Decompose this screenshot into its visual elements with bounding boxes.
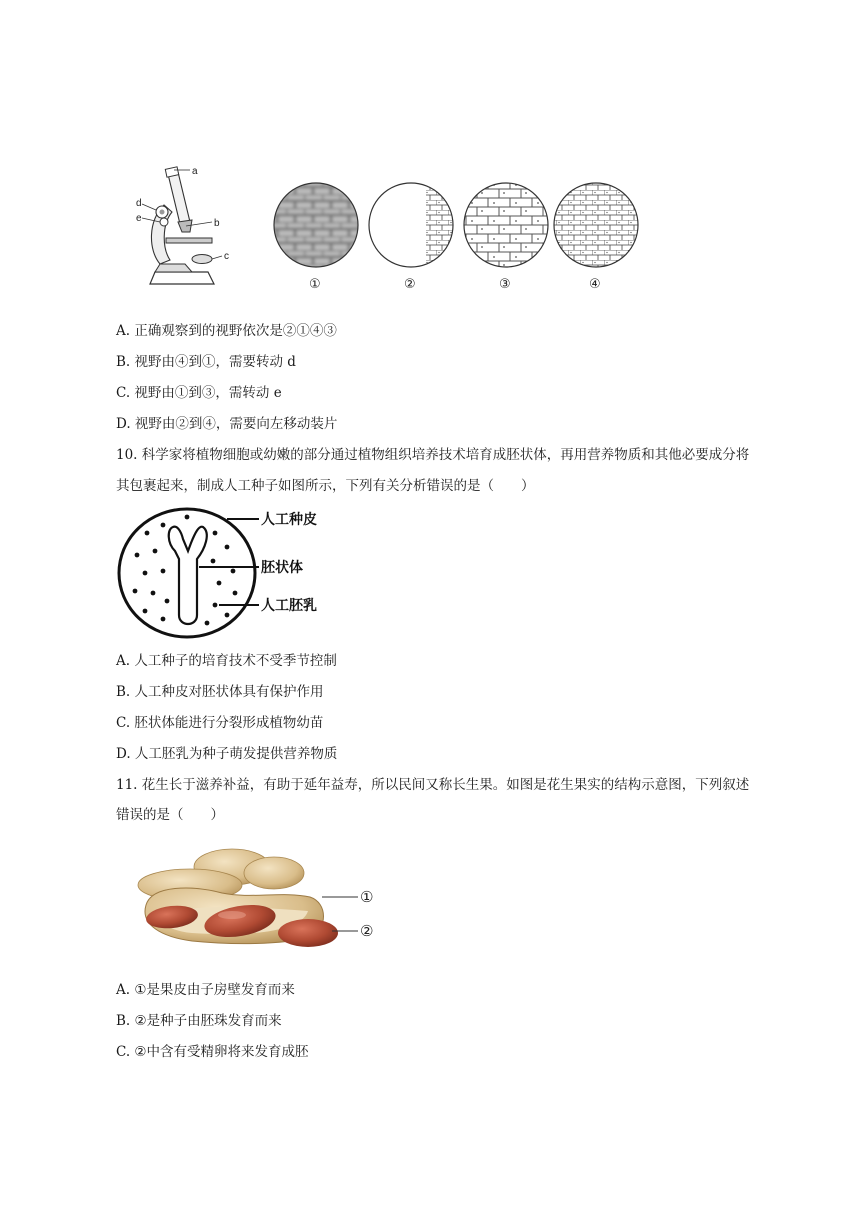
q10-option-b: B. 人工种皮对胚状体具有保护作用 — [116, 684, 324, 700]
q10-option-c: C. 胚状体能进行分裂形成植物幼苗 — [116, 715, 324, 731]
fields-of-view-figure — [268, 180, 648, 295]
view-label-2: ② — [404, 277, 416, 292]
microscope-label-e: e — [136, 213, 142, 224]
view-4-small-cells — [548, 180, 648, 275]
microscope-label-c: c — [224, 251, 229, 262]
q10-option-a: A. 人工种子的培育技术不受季节控制 — [116, 653, 337, 669]
q9-option-d: D. 视野由②到④，需要向左移动装片 — [116, 416, 338, 432]
q9-option-c: C. 视野由①到③，需转动 e — [116, 385, 282, 401]
q11-option-a: A. ①是果皮由子房壁发育而来 — [116, 982, 295, 998]
q10-option-d: D. 人工胚乳为种子萌发提供营养物质 — [116, 746, 338, 762]
q9-option-a: A. 正确观察到的视野依次是②①④③ — [116, 323, 337, 339]
q11-option-c: C. ②中含有受精卵将来发育成胚 — [116, 1044, 309, 1060]
view-label-1: ① — [309, 277, 321, 292]
microscope-label-a: a — [192, 166, 198, 177]
q10-stem-line1: 10. 科学家将植物细胞或幼嫩的部分通过植物组织培养技术培育成胚状体，再用营养物质和其他必要成分将 — [116, 447, 750, 463]
peanut-label-2: ② — [360, 922, 374, 940]
peanut-label-1: ① — [360, 888, 374, 906]
q11-stem-line2: 错误的是（ ） — [116, 807, 224, 823]
artificial-seed-diagram — [115, 503, 335, 643]
view-2-offset — [369, 180, 466, 275]
view-label-4: ④ — [589, 277, 601, 292]
seed-label-embryoid: 胚状体 — [261, 560, 303, 576]
peanut-photo — [132, 845, 382, 955]
microscope-label-d: d — [136, 198, 142, 209]
q9-option-b: B. 视野由④到①，需要转动 d — [116, 354, 296, 370]
view-label-3: ③ — [499, 277, 511, 292]
q10-stem-line2: 其包裹起来，制成人工种子如图所示，下列有关分析错误的是（ ） — [116, 478, 535, 494]
seed-label-coat: 人工种皮 — [261, 512, 317, 528]
microscope-label-b: b — [214, 218, 220, 229]
seed-label-endosperm: 人工胚乳 — [261, 598, 317, 614]
view-1-blurry — [268, 180, 368, 275]
q11-stem-line1: 11. 花生长于滋养补益，有助于延年益寿，所以民间又称长生果。如图是花生果实的结构示意图，下列叙述 — [116, 777, 750, 793]
view-3-large-cells — [458, 180, 558, 275]
q11-option-b: B. ②是种子由胚珠发育而来 — [116, 1013, 282, 1029]
microscope-figure — [130, 160, 240, 290]
